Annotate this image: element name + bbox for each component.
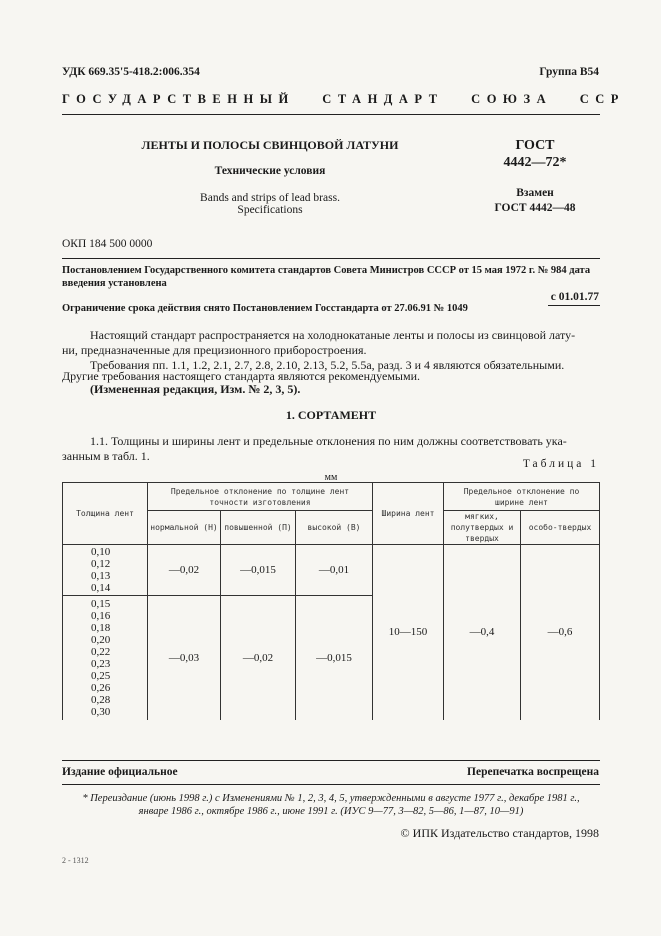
- english-title-line1: Bands and strips of lead brass.: [200, 192, 340, 204]
- document-subtitle: Технические условия: [214, 165, 326, 177]
- intro-p2-line2: Другие требования настоящего стандарта являются рекомендуемыми.: [62, 369, 420, 383]
- thickness-value: 0,18: [91, 621, 111, 634]
- header-width-deviation: Предельное отклонение по ширине лент: [444, 483, 600, 511]
- thickness-value: 0,10: [91, 546, 111, 558]
- thickness-value: 0,23: [91, 657, 111, 670]
- thickness-value: 0,22: [91, 645, 111, 658]
- header-rule: [62, 114, 600, 115]
- width-deviation-soft: —0,4: [444, 545, 521, 720]
- header-thickness: Толщина лент: [63, 483, 148, 545]
- english-title-line2: Specifications: [237, 204, 303, 216]
- state-standard-banner: ГОСУДАРСТВЕННЫЙ СТАНДАРТ СОЮЗА ССР: [62, 92, 625, 106]
- group1-increased-deviation: —0,015: [221, 545, 296, 596]
- thickness-value: 0,16: [91, 609, 111, 622]
- thickness-value: 0,25: [91, 669, 111, 682]
- intro-p1-line2: ни, предназначенные для прецизионного приборостроения.: [62, 343, 367, 357]
- thickness-value: 0,20: [91, 633, 111, 646]
- thickness-value: 0,30: [91, 705, 111, 718]
- okp-code: ОКП 184 500 0000: [62, 238, 153, 250]
- gost-number: 4442—72*: [503, 155, 567, 170]
- table-1: [62, 482, 600, 720]
- group2-normal-deviation: —0,03: [148, 596, 221, 720]
- thickness-value: 0,12: [91, 558, 111, 570]
- section-p1-line2: занным в табл. 1.: [62, 449, 150, 463]
- date-underline: [548, 305, 600, 306]
- section-heading: 1. СОРТАМЕНТ: [285, 408, 377, 422]
- group1-normal-deviation: —0,02: [148, 545, 221, 596]
- decree-rule: [62, 258, 600, 259]
- thickness-group-2: [63, 596, 148, 720]
- footer-rule-top: [62, 760, 600, 761]
- amended-edition-note: (Измененная редакция, Изм. № 2, 3, 5).: [90, 382, 301, 396]
- effective-date: с 01.01.77: [550, 291, 599, 303]
- header-soft: мягких, полутвердых и твердых: [444, 511, 521, 545]
- reprint-prohibited: Перепечатка воспрещена: [467, 766, 599, 778]
- thickness-value: 0,14: [91, 582, 111, 594]
- intro-p1-line1: Настоящий стандарт распространяется на холоднокатаные ленты и полосы из свинцовой лату-: [90, 328, 576, 342]
- group-code: Группа В54: [539, 66, 599, 78]
- header-thickness-deviation: Предельное отклонение по толщине лент точности изготовления: [148, 483, 373, 511]
- group2-high-deviation: —0,015: [296, 596, 373, 720]
- group1-high-deviation: —0,01: [296, 545, 373, 596]
- header-high: высокой (В): [296, 511, 373, 545]
- thickness-value: 0,28: [91, 693, 111, 706]
- gost-label: ГОСТ: [515, 138, 555, 153]
- restriction-note: Ограничение срока действия снято Постановлением Госстандарта от 27.06.91 № 1049: [62, 303, 468, 314]
- header-normal: нормальной (Н): [148, 511, 221, 545]
- footer-rule-bottom: [62, 784, 600, 785]
- replaced-standard: ГОСТ 4442—48: [494, 202, 576, 214]
- document-title: ЛЕНТЫ И ПОЛОСЫ СВИНЦОВОЙ ЛАТУНИ: [141, 138, 399, 152]
- header-width: Ширина лент: [373, 483, 444, 545]
- copyright: © ИПК Издательство стандартов, 1998: [400, 826, 599, 840]
- udk-code: УДК 669.35'5-418.2:006.354: [62, 66, 200, 78]
- page-code: 2 - 1312: [62, 856, 89, 865]
- reissue-note-line1: * Переиздание (июнь 1998 г.) с Изменениями № 1, 2, 3, 4, 5, утвержденными в августе 1977 г., декабре 1981 г.,: [82, 793, 580, 804]
- thickness-value: 0,13: [91, 570, 111, 582]
- group2-increased-deviation: —0,02: [221, 596, 296, 720]
- header-extra-hard: особо-твердых: [521, 511, 600, 545]
- official-edition: Издание официальное: [62, 766, 178, 778]
- section-p1-line1: 1.1. Толщины и ширины лент и предельные отклонения по ним должны соответствовать ука-: [90, 434, 567, 448]
- width-deviation-extra-hard: —0,6: [521, 545, 600, 720]
- table-label: Таблица 1: [522, 458, 599, 470]
- decree-line2: введения установлена: [62, 278, 167, 289]
- replaces-label: Взамен: [516, 187, 554, 199]
- thickness-group-1: [63, 545, 148, 596]
- thickness-value: 0,26: [91, 681, 111, 694]
- thickness-value: 0,15: [91, 597, 111, 610]
- width-range: 10—150: [373, 545, 444, 720]
- unit-label: мм: [324, 472, 338, 483]
- intro-p2-line1: Требования пп. 1.1, 1.2, 2.1, 2.7, 2.8, 2.10, 2.13, 5.2, 5.5а, разд. 3 и 4 являются обязательными.: [90, 358, 565, 372]
- decree-line1: Постановлением Государственного комитета стандартов Совета Министров СССР от 15 мая 1972 г. № 984 дата: [62, 265, 591, 276]
- reissue-note-line2: январе 1986 г., октябре 1986 г., июне 1991 г. (ИУС 9—77, 3—82, 5—86, 1—87, 10—91): [138, 806, 524, 817]
- header-increased: повышенной (П): [221, 511, 296, 545]
